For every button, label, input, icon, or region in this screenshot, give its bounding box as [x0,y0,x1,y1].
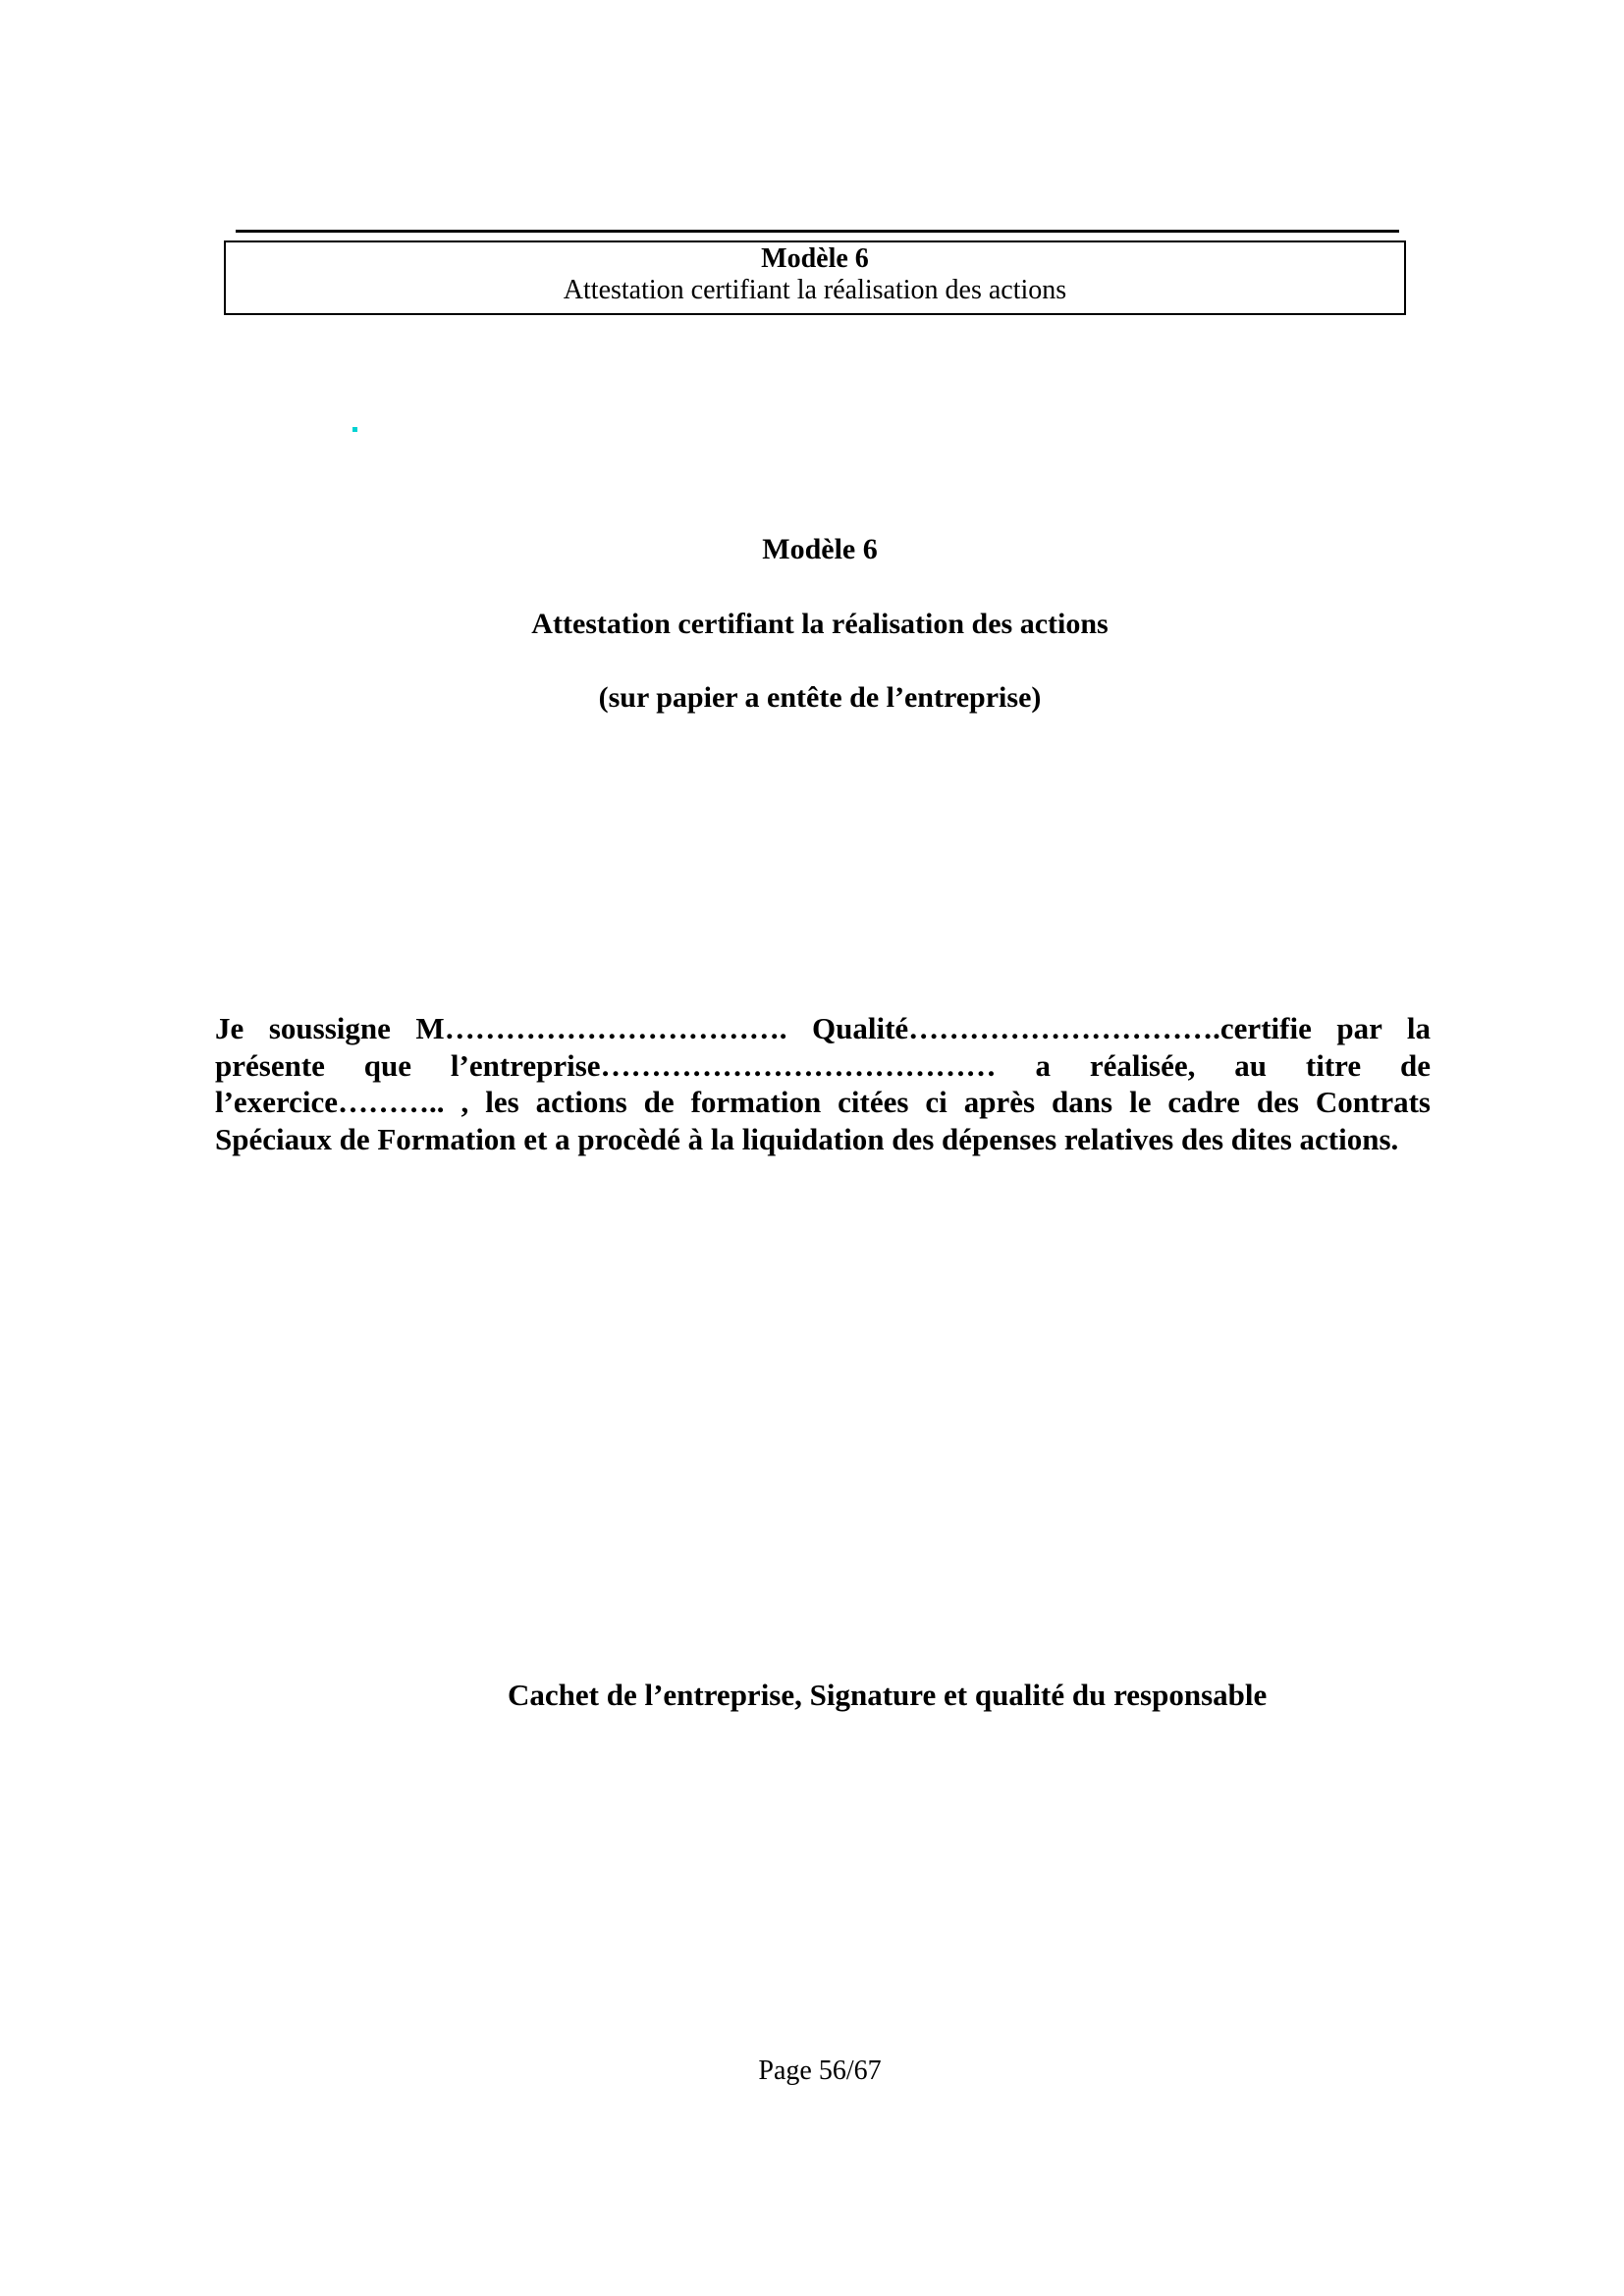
attestation-paragraph: Je soussigne M……………………………. Qualité………………………….certifie par la présente que l’entreprise………………………………… a réalisée, au titre de l’exercice……….. , les actions de formation citées ci après dans le cadre des Contrats Spéciaux de Formation et a procèdé à la liquidation des dépenses relatives des dites actions. [215,1011,1431,1156]
document-model-title: Modèle 6 [762,533,878,565]
page-number: Page 56/67 [758,2056,882,2086]
header-box [224,240,1406,315]
document-title-note: (sur papier a entête de l’entreprise) [598,681,1042,714]
scan-artifact-mark [352,427,357,432]
header-subtitle: Attestation certifiant la réalisation des actions [563,275,1067,305]
document-main-title: Attestation certifiant la réalisation des actions [531,608,1109,640]
signature-label: Cachet de l’entreprise, Signature et qualité du responsable [508,1678,1268,1712]
header-model-label: Modèle 6 [761,243,869,274]
header-rule [236,230,1399,233]
